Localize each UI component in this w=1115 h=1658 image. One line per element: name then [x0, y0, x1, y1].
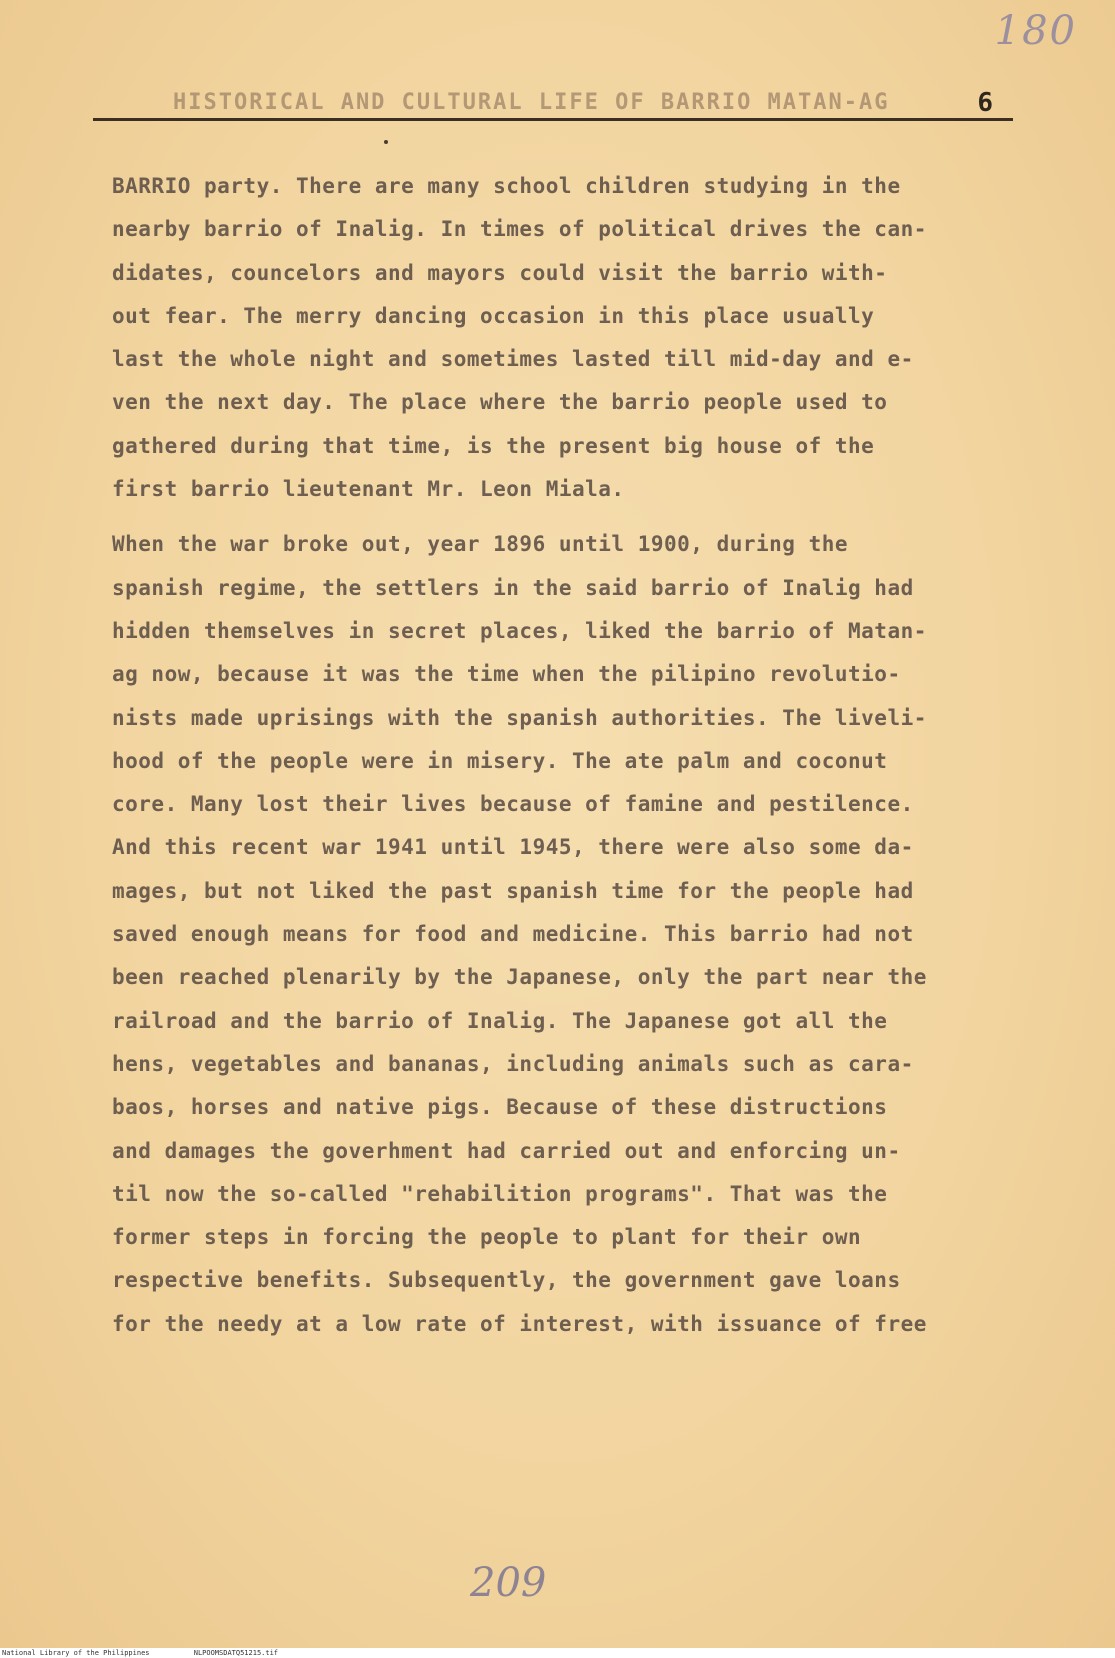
scan-footer	[0, 1648, 1115, 1658]
text-line: been reached plenarily by the Japanese, only the part near the	[112, 965, 927, 990]
text-line: didates, councelors and mayors could visit the barrio with-	[112, 260, 888, 285]
text-line: ven the next day. The place where the barrio people used to	[112, 390, 888, 415]
paragraph-1	[112, 165, 1042, 511]
header-page-number: 6	[977, 88, 993, 118]
text-line: nists made uprisings with the spanish authorities. The liveli-	[112, 705, 927, 730]
handwritten-page-number: 209	[470, 1560, 547, 1606]
text-line: hood of the people were in misery. The ate palm and coconut	[112, 748, 888, 773]
text-line: And this recent war 1941 until 1945, there were also some da-	[112, 835, 914, 860]
text-line: gathered during that time, is the present big house of the	[112, 433, 875, 458]
text-line: railroad and the barrio of Inalig. The Japanese got all the	[112, 1008, 888, 1033]
footer-source: National Library of the Philippines	[2, 1649, 150, 1657]
handwritten-folio-number: 180	[994, 8, 1077, 54]
text-line: core. Many lost their lives because of famine and pestilence.	[112, 792, 914, 817]
text-line: nearby barrio of Inalig. In times of political drives the can-	[112, 217, 927, 242]
body-text	[112, 165, 1042, 1346]
ink-dot	[384, 140, 388, 144]
text-line: and damages the goverhment had carried out and enforcing un-	[112, 1138, 901, 1163]
text-line: baos, horses and native pigs. Because of these distructions	[112, 1095, 888, 1120]
text-line: ag now, because it was the time when the pilipino revolutio-	[112, 662, 901, 687]
text-line: last the whole night and sometimes lasted till mid-day and e-	[112, 347, 914, 372]
header-title: HISTORICAL AND CULTURAL LIFE OF BARRIO MATAN-AG	[173, 90, 890, 115]
running-header	[93, 88, 1013, 121]
text-line: spanish regime, the settlers in the said barrio of Inalig had	[112, 575, 914, 600]
text-line: respective benefits. Subsequently, the government gave loans	[112, 1268, 901, 1293]
text-line: mages, but not liked the past spanish time for the people had	[112, 878, 914, 903]
text-line: for the needy at a low rate of interest, with issuance of free	[112, 1311, 927, 1336]
text-line: hens, vegetables and bananas, including animals such as cara-	[112, 1051, 914, 1076]
text-line: til now the so-called "rehabilition programs". That was the	[112, 1181, 888, 1206]
paragraph-2	[112, 523, 1042, 1346]
text-line: former steps in forcing the people to plant for their own	[112, 1225, 862, 1250]
text-line: hidden themselves in secret places, liked the barrio of Matan-	[112, 618, 927, 643]
text-line: first barrio lieutenant Mr. Leon Miala.	[112, 477, 625, 502]
text-line: BARRIO party. There are many school children studying in the	[112, 174, 901, 198]
text-line: When the war broke out, year 1896 until 1900, during the	[112, 532, 849, 557]
text-line: out fear. The merry dancing occasion in this place usually	[112, 303, 875, 328]
text-line: saved enough means for food and medicine. This barrio had not	[112, 922, 914, 947]
footer-filename: NLPOOMSDATQ51215.tif	[193, 1649, 279, 1657]
